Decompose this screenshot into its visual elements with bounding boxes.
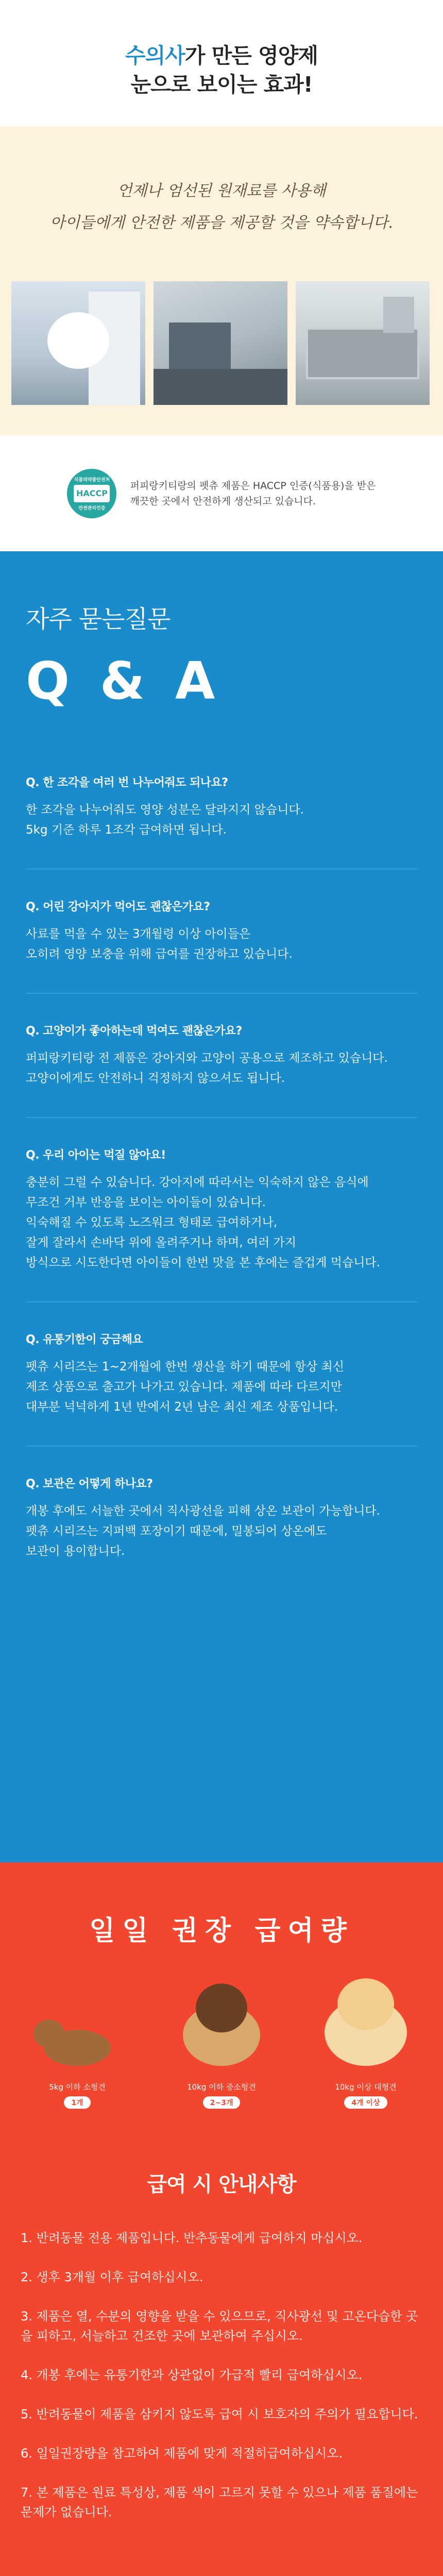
qa-answer-line: 펫츄 시리즈는 지퍼백 포장이기 때문에, 밀봉되어 상온에도 bbox=[26, 1524, 327, 1538]
notice-item: 7. 본 제품은 원료 특성상, 제품 색이 고르지 못할 수 있으나 제품 품질에는 문제가 없습니다. bbox=[21, 2485, 418, 2519]
qa-answer bbox=[26, 924, 417, 964]
qa-answer-line: 잘게 잘라서 손바닥 위에 올려주거나 하며, 여러 가지 bbox=[26, 1236, 297, 1249]
qa-answer-line: 펫츄 시리즈는 1~2개월에 한번 생산을 하기 때문에 항상 최신 bbox=[26, 1360, 345, 1374]
qa-answer-line: 퍼피랑키티랑 전 제품은 강아지와 고양이 공용으로 제조하고 있습니다. bbox=[26, 1052, 388, 1065]
dog-caption: 5kg 이하 소형견 bbox=[49, 2082, 106, 2092]
factory-photos bbox=[0, 281, 443, 405]
qa-item bbox=[26, 1022, 417, 1089]
qa-question: Q. 어린 강아지가 먹어도 괜찮은가요? bbox=[26, 901, 210, 913]
qa-item bbox=[26, 774, 417, 840]
haccp-text-1: 퍼피랑키티랑의 펫츄 제품은 HACCP 인증(식품용)을 받은 bbox=[130, 480, 376, 492]
large-dog-illustration bbox=[309, 1978, 422, 2076]
qa-answer-line: 고양이에게도 안전하니 걱정하지 않으셔도 됩니다. bbox=[26, 1072, 285, 1085]
qa-answer-line: 사료를 먹을 수 있는 3개월령 이상 아이들은 bbox=[26, 927, 251, 941]
notice-item: 4. 개봉 후에는 유통기한과 상관없이 가급적 빨리 급여하십시오. bbox=[21, 2368, 363, 2382]
qa-item bbox=[26, 898, 417, 964]
promise-text bbox=[0, 175, 443, 239]
qa-subtitle: 자주 묻는질문 bbox=[26, 605, 171, 634]
qa-question: Q. 우리 아이는 먹질 않아요! bbox=[26, 1149, 166, 1162]
factory-photo bbox=[296, 281, 430, 405]
haccp-logo-top: 식품의약품안전처 bbox=[74, 477, 110, 483]
promise-section bbox=[0, 126, 443, 435]
qa-answer-line: 충분히 그럴 수 있습니다. 강아지에 따라서는 익숙하지 않은 음식에 bbox=[26, 1176, 369, 1189]
haccp-logo-icon bbox=[67, 469, 116, 518]
hero-section bbox=[0, 0, 443, 126]
dog-card-small bbox=[21, 1978, 134, 2109]
qa-item bbox=[26, 1475, 417, 1562]
dog-card-large bbox=[309, 1978, 422, 2109]
dog-card-medium bbox=[165, 1978, 278, 2109]
notice-list bbox=[0, 2228, 443, 2522]
qa-answer-line: 보관이 용이합니다. bbox=[26, 1545, 125, 1558]
qa-answer-line: 5kg 기준 하루 1조각 급여하면 됩니다. bbox=[26, 823, 227, 837]
dog-amount: 4개 이상 bbox=[344, 2096, 387, 2109]
qa-answer bbox=[26, 1357, 417, 1417]
qa-title: Q & A bbox=[26, 651, 222, 711]
notice-item: 5. 반려동물이 제품을 삼키지 않도록 급여 시 보호자의 주의가 필요합니다. bbox=[21, 2407, 418, 2421]
feeding-dogs bbox=[0, 1978, 443, 2109]
dog-amount: 1개 bbox=[64, 2096, 90, 2109]
qa-answer-line: 익숙해질 수 있도록 노즈워크 형태로 급여하거나, bbox=[26, 1216, 278, 1229]
qa-answer-line: 한 조각을 나누어줘도 영양 성분은 달라지지 않습니다. bbox=[26, 803, 304, 817]
dog-amount: 2~3개 bbox=[203, 2096, 241, 2109]
dog-caption: 10kg 이하 중소형견 bbox=[187, 2082, 256, 2092]
promise-line-2: 아이들에게 안전한 제품을 제공할 것을 약속합니다. bbox=[50, 214, 393, 232]
notice-item: 3. 제품은 열, 수분의 영향을 받을 수 있으므로, 직사광선 및 고온다습한 곳을 피하고, 서늘하고 건조한 곳에 보관하여 주십시오. bbox=[21, 2309, 418, 2343]
qa-answer-line: 방식으로 시도한다면 아이들이 한번 맛을 본 후에는 즐겁게 먹습니다. bbox=[26, 1256, 380, 1269]
qa-answer-line: 제조 상품으로 출고가 나가고 있습니다. 제품에 따라 다르지만 bbox=[26, 1380, 342, 1394]
dog-caption: 10kg 이상 대형견 bbox=[335, 2082, 397, 2092]
hero-line-1-rest: 가 만든 영양제 bbox=[184, 43, 318, 68]
qa-divider bbox=[26, 1446, 417, 1447]
haccp-text bbox=[130, 478, 376, 509]
qa-answer bbox=[26, 800, 417, 840]
qa-question: Q. 유통기한이 궁금해요 bbox=[26, 1333, 143, 1346]
promise-line-1: 언제나 엄선된 원재료를 사용해 bbox=[117, 182, 326, 200]
vet-photo bbox=[11, 281, 145, 405]
notice-item: 2. 생후 3개월 이후 급여하십시오. bbox=[21, 2270, 203, 2284]
qa-question: Q. 한 조각을 여러 번 나누어줘도 되나요? bbox=[26, 776, 228, 789]
feeding-section bbox=[0, 1862, 443, 2576]
qa-section bbox=[0, 551, 443, 1862]
qa-question: Q. 보관은 어떻게 하나요? bbox=[26, 1478, 153, 1490]
qa-answer-line: 개봉 후에도 서늘한 곳에서 직사광선을 피해 상온 보관이 가능합니다. bbox=[26, 1504, 380, 1518]
hero-line-1 bbox=[0, 41, 443, 70]
small-dog-illustration bbox=[21, 1978, 134, 2076]
qa-divider bbox=[26, 869, 417, 870]
haccp-section bbox=[0, 435, 443, 551]
notice-item: 1. 반려동물 전용 제품입니다. 반추동물에게 급여하지 마십시오. bbox=[21, 2231, 363, 2245]
hero-highlight: 수의사 bbox=[125, 43, 185, 68]
qa-divider bbox=[26, 993, 417, 994]
haccp-logo-bottom: 안전관리인증 bbox=[78, 505, 106, 511]
medium-dog-illustration bbox=[165, 1978, 278, 2076]
qa-answer-line: 오히려 영양 보충을 위해 급여를 권장하고 있습니다. bbox=[26, 947, 293, 961]
qa-question: Q. 고양이가 좋아하는데 먹여도 괜찮은가요? bbox=[26, 1025, 242, 1038]
qa-answer-line: 대부분 넉넉하게 1년 반에서 2년 남은 최신 제조 상품입니다. bbox=[26, 1400, 338, 1414]
qa-answer-line: 무조건 거부 반응을 보이는 아이들이 있습니다. bbox=[26, 1196, 266, 1209]
feeding-title: 일일 권장 급여량 bbox=[89, 1916, 354, 1946]
qa-answer bbox=[26, 1501, 417, 1562]
notice-title: 급여 시 안내사항 bbox=[147, 2173, 296, 2196]
haccp-text-2: 깨끗한 곳에서 안전하게 생산되고 있습니다. bbox=[130, 495, 316, 507]
qa-item bbox=[26, 1331, 417, 1417]
lab-photo bbox=[154, 281, 287, 405]
notice-item: 6. 일일권장량을 참고하여 제품에 맞게 적절히급여하십시오. bbox=[21, 2446, 343, 2461]
qa-divider bbox=[26, 1301, 417, 1302]
qa-answer bbox=[26, 1048, 417, 1089]
qa-item bbox=[26, 1146, 417, 1273]
haccp-logo-mid: HACCP bbox=[74, 485, 110, 502]
hero-line-2: 눈으로 보이는 효과! bbox=[130, 72, 313, 97]
qa-answer bbox=[26, 1173, 417, 1273]
qa-divider bbox=[26, 1117, 417, 1118]
